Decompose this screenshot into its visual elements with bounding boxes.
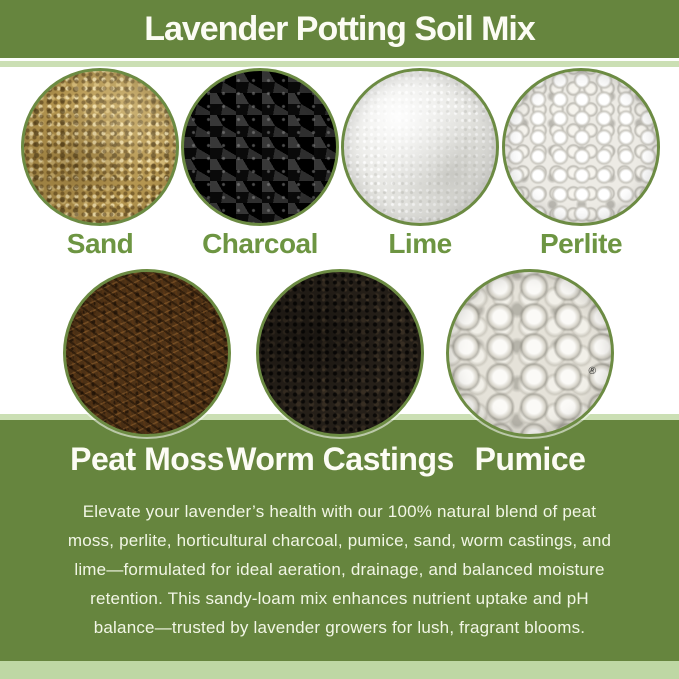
description-line: moss, perlite, horticultural charcoal, pumice, sand, worm castings, and (67, 531, 612, 550)
peat-moss-label: Peat Moss (70, 441, 224, 477)
perlite-label: Perlite (539, 228, 623, 259)
bottom-pale-strip (0, 661, 679, 679)
perlite-photo (502, 68, 660, 226)
charcoal-label: Charcoal (202, 228, 318, 259)
pumice-label: Pumice (474, 441, 586, 477)
description-line: balance—trusted by lavender growers for lush, fragrant blooms. (93, 618, 586, 637)
description-line: Elevate your lavender’s health with our 100% natural blend of peat (82, 502, 597, 521)
banner-pale-green-divider (0, 61, 679, 67)
peat-moss-photo (63, 269, 231, 437)
description-line: retention. This sandy-loam mix enhances nutrient uptake and pH (90, 589, 589, 608)
sand-photo (21, 68, 179, 226)
pumice-photo (446, 269, 614, 437)
worm-castings-photo (256, 269, 424, 437)
sand-label: Sand (66, 228, 134, 259)
worm-castings-label: Worm Castings (226, 441, 454, 477)
lime-label: Lime (388, 228, 452, 259)
lime-photo (341, 68, 499, 226)
registered-trademark-mark: ® (585, 365, 599, 378)
description-line: lime—formulated for ideal aeration, drainage, and balanced moisture (74, 560, 605, 579)
page-title: Lavender Potting Soil Mix (144, 9, 535, 48)
header-banner (0, 0, 679, 58)
charcoal-photo (181, 68, 339, 226)
product-description (0, 497, 679, 642)
